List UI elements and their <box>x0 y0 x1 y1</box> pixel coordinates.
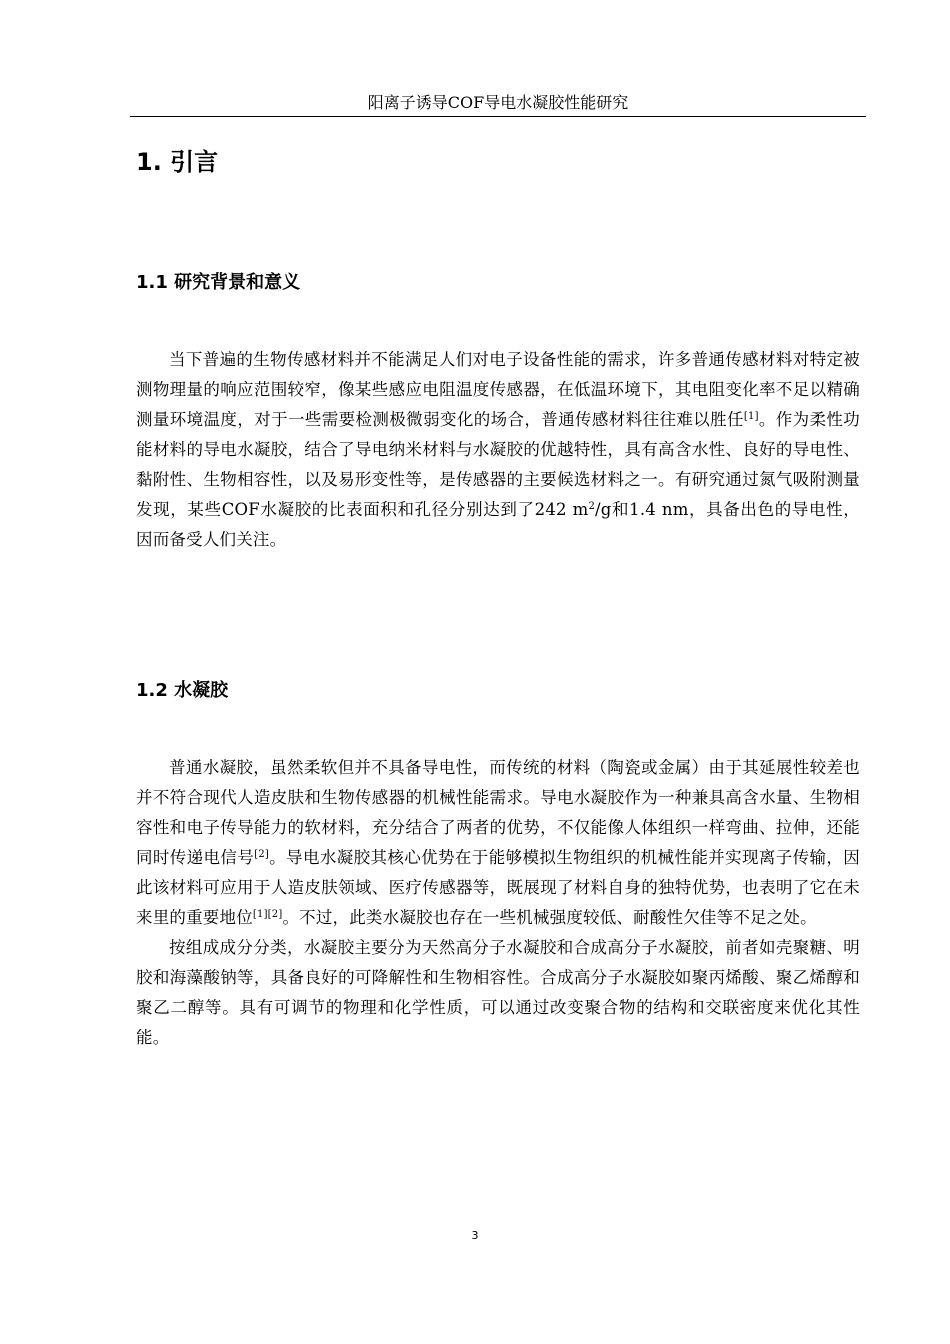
section-title-1-1: 1.1 研究背景和意义 <box>136 272 301 293</box>
citation: [1] <box>743 411 759 422</box>
section-1-1-body <box>136 345 860 555</box>
paragraph-text: 。导电水凝胶其核心优势在于能够模拟生物组织的机械性能并实现离子传输，因此该材料可应用于人造皮肤领域、医疗传感器等，既展现了材料自身的独特优势，也表明了它在未来里的重要地位 <box>136 848 861 927</box>
paragraph-text: 当下普遍的生物传感材料并不能满足人们对电子设备性能的需求，许多普通传感材料对特定被测物理量的响应范围较窄，像某些感应电阻温度传感器，在低温环境下，其电阻变化率不足以精确测量环境温度，对于一些需要检测极微弱变化的场合，普通传感材料往往难以胜任 <box>136 350 860 429</box>
citation: [2] <box>254 849 269 860</box>
header-rule <box>130 116 866 117</box>
citation: [2] <box>267 909 283 920</box>
superscript-exponent: 2 <box>588 501 596 512</box>
paragraph <box>136 933 860 1053</box>
paragraph-text: 。不过，此类水凝胶也存在一些机械强度较低、耐酸性欠佳等不足之处。 <box>282 908 817 927</box>
paragraph <box>136 753 860 933</box>
paragraph-text: 。作为柔性功能材料的导电水凝胶，结合了导电纳米材料与水凝胶的优越特性，具有高含水性、良好的导电性、黏附性、生物相容性，以及易形变性等，是传感器的主要候选材料之一。有研究通过氮气吸附测量发现，某些COF水凝胶的比表面积和孔径分别达到了242 m <box>136 410 861 519</box>
section-title-1-2: 1.2 水凝胶 <box>136 680 229 701</box>
section-1-2-body <box>136 753 860 1053</box>
chapter-title: 1. 引言 <box>136 148 219 176</box>
paragraph <box>136 345 860 555</box>
paragraph-text: /g和1.4 nm，具备出色的导电性，因而备受人们关注。 <box>136 500 860 549</box>
page-number: 3 <box>471 1229 479 1242</box>
paragraph-text: 普通水凝胶，虽然柔软但并不具备导电性，而传统的材料（陶瓷或金属）由于其延展性较差也并不符合现代人造皮肤和生物传感器的机械性能需求。导电水凝胶作为一种兼具高含水量、生物相容性和电子传导能力的软材料，充分结合了两者的优势，不仅能像人体组织一样弯曲、拉伸，还能同时传递电信号 <box>136 758 860 867</box>
paragraph-text: 按组成成分分类，水凝胶主要分为天然高分子水凝胶和合成高分子水凝胶，前者如壳聚糖、明胶和海藻酸钠等，具备良好的可降解性和生物相容性。合成高分子水凝胶如聚丙烯酸、聚乙烯醇和聚乙二醇等。具有可调节的物理和化学性质，可以通过改变聚合物的结构和交联密度来优化其性能。 <box>136 938 860 1047</box>
citation: [1] <box>252 909 268 920</box>
running-header: 阳离子诱导COF导电水凝胶性能研究 <box>367 93 629 112</box>
